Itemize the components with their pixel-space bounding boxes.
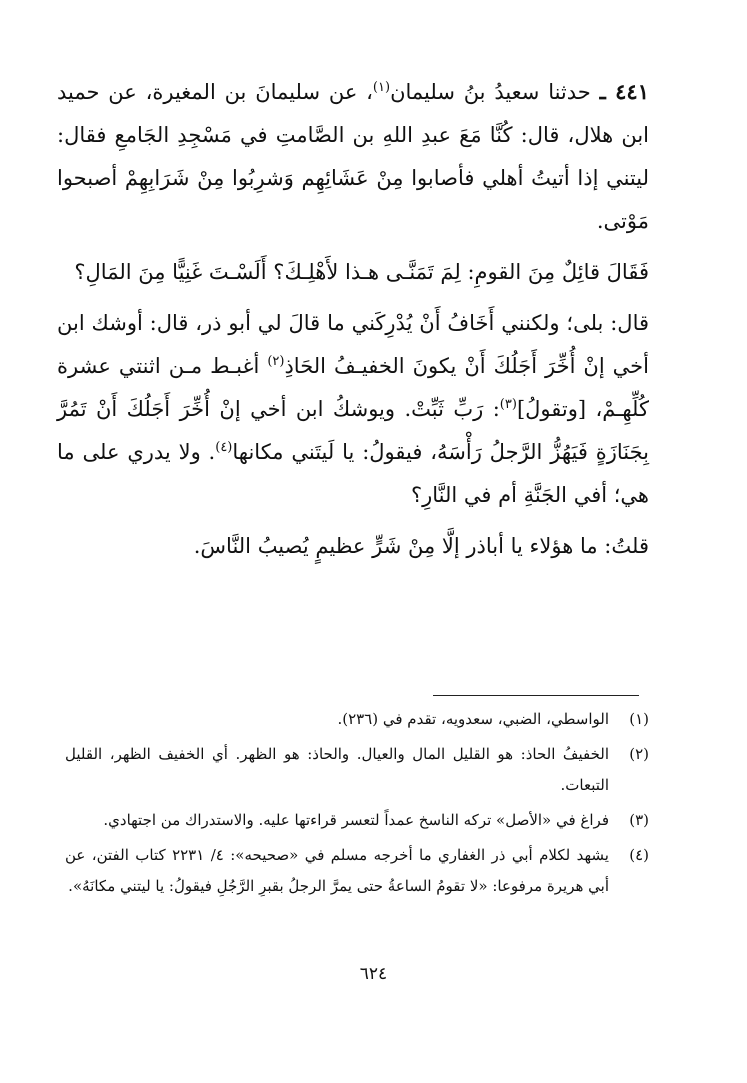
isnad-text-start: حدثنا سعيدُ بنُ سليمان (390, 80, 591, 104)
footnote-text: يشهد لكلام أبي ذر الغفاري ما أخرجه مسلم في «صحيحه»: ٤/ ٢٢٣١ كتاب الفتن، عن أبي هريرة مرفوعا: «لا تقومُ الساعةُ حتى يمرَّ الرجلُ بقبرِ الرَّجُلِ فيقولُ: يا ليتني مكانَهُ». (65, 846, 609, 895)
answer-text-4: . ولا يدري على ما هي؛ أفي الجَنَّةِ أم في النَّارِ؟ (57, 440, 649, 507)
footnote-number: (٤) (629, 846, 649, 864)
isnad-text-rest: ، عن سليمانَ بن المغيرة، عن حميد ابن هلال، قال: كُنَّا مَعَ عبدِ اللهِ بن الصَّامتِ في مَسْجِدِ الجَامعِ فقال: ليتني إذا أتيتُ أهلي فأصابوا مِنْ عَشَائِهِم وَشرِبُوا مِنْ شَرَابِهِمْ أصبحوا مَوْتى. (57, 80, 649, 233)
footnote-number: (٣) (629, 811, 649, 829)
footnote-number: (٢) (629, 745, 649, 763)
footnote-ref-2: (٢) (267, 354, 285, 369)
footnote-ref-3: (٣) (499, 397, 517, 412)
main-text (57, 70, 649, 568)
footnote-text: فراغ في «الأصل» تركه الناسخ عمداً لتعسر قراءتها عليه. والاستدراك من اجتهادي. (103, 811, 609, 829)
footnote-3 (65, 805, 649, 836)
paragraph-isnad (57, 70, 649, 243)
footnote-2 (65, 739, 649, 801)
footnote-separator (433, 695, 639, 696)
footnotes (65, 704, 649, 906)
answer-text-1: قال: بلى؛ ولكنني أَخَافُ أَنْ يُدْرِكَني ما قالَ لي أبو ذر، قال: أوشك ابن أخي إنْ أُخِّرَ أَجَلُكَ أَنْ يكونَ الخفيـفُ الحَاذِ (57, 311, 649, 378)
hadith-number: ٤٤١ ـ (599, 79, 649, 104)
footnote-ref-1: (١) (372, 80, 391, 95)
paragraph-question: فَقَالَ قائِلٌ مِنَ القومِ: لِمَ تَمَنَّـى هـذا لأَهْلِـكَ؟ أَلَسْـتَ غَنِيًّا مِنَ المَالِ؟ (74, 260, 649, 284)
footnote-text: الخفيفُ الحاذ: هو القليل المال والعيال. والحاذ: هو الظهر. أي الخفيف الظهر، القليل التبعات. (65, 745, 609, 794)
footnote-1 (65, 704, 649, 735)
answer-text-2: أغبـط مـن اثنتي عشرة كُلِّهِـمْ، [وتقولُ] (57, 354, 649, 421)
answer-text-3: : رَبِّ ثَبِّتْ. ويوشكُ ابن أخي إنْ أُخِّرَ أَجَلُكَ أَنْ تَمُرَّ بِجَنَازَةٍ فَيَهُزُّ الرَّجلُ رَأْسَهُ، فيقولُ: يا لَيتَني مكانها (57, 397, 649, 464)
paragraph-conclusion: قلتُ: ما هؤلاء يا أباذر إلَّا مِنْ شَرٍّ عظيمٍ يُصيبُ النَّاسَ. (193, 534, 649, 558)
footnote-4 (65, 840, 649, 902)
footnote-text: الواسطي، الضبي، سعدويه، تقدم في (٢٣٦). (337, 710, 609, 728)
footnote-number: (١) (629, 710, 649, 728)
paragraph-answer (57, 302, 649, 517)
page-number: ٦٢٤ (359, 964, 388, 984)
footnote-ref-4: (٤) (215, 440, 233, 455)
